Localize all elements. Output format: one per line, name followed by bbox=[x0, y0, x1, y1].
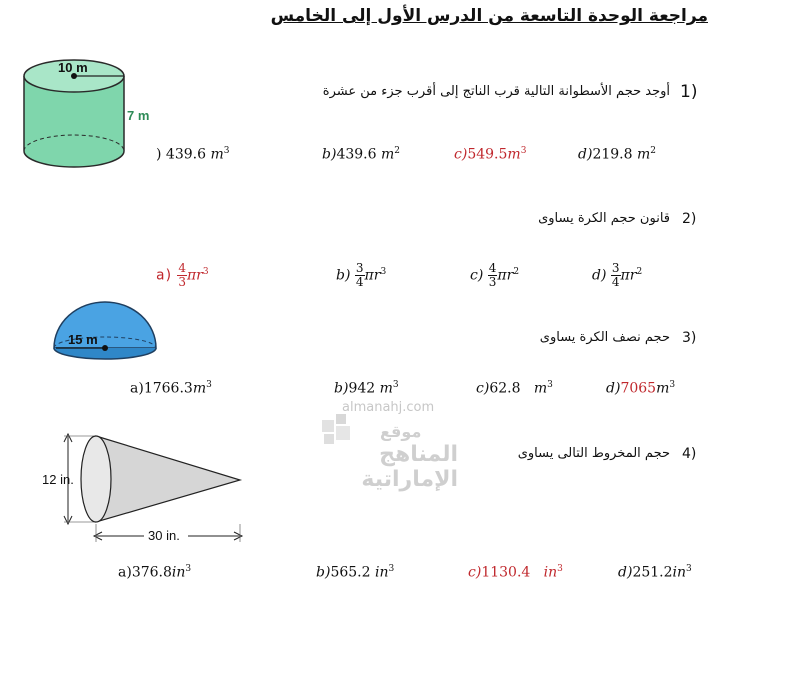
hemisphere-figure bbox=[50, 300, 160, 370]
option-letter: c) bbox=[476, 380, 490, 397]
cone-diameter-label: 12 in. bbox=[42, 472, 74, 487]
option-exponent: 3 bbox=[388, 564, 395, 574]
option-exponent: 3 bbox=[223, 146, 230, 156]
question-1-number: 1) bbox=[680, 82, 698, 102]
option-exponent: 3 bbox=[380, 266, 387, 277]
watermark-url: almanahj.com bbox=[342, 400, 435, 415]
option-unit: in bbox=[374, 564, 389, 581]
option-letter: b) bbox=[334, 380, 349, 397]
option-value: 439.6 bbox=[336, 146, 377, 163]
option-unit: m bbox=[636, 146, 651, 163]
q1-option-a bbox=[156, 146, 229, 163]
option-letter: ) bbox=[156, 146, 162, 163]
q4-option-a bbox=[118, 564, 191, 581]
option-unit: in bbox=[171, 564, 186, 581]
option-value: 439.6 bbox=[165, 146, 207, 163]
fraction-numerator: 4 bbox=[178, 261, 186, 275]
question-1-text: أوجد حجم الأسطوانة التالية قرب الناتج إلى أقرب جزء من عشرة bbox=[322, 84, 670, 99]
option-exponent: 3 bbox=[669, 380, 676, 390]
cone-figure bbox=[40, 428, 260, 548]
option-letter: d) bbox=[578, 146, 593, 163]
option-exponent: 2 bbox=[513, 266, 520, 277]
q4-option-c bbox=[468, 564, 563, 581]
option-letter: d) bbox=[606, 380, 621, 397]
q4-option-b bbox=[316, 564, 394, 581]
q3-option-d bbox=[606, 380, 675, 397]
option-value: 565.2 bbox=[330, 564, 371, 581]
option-value: 62.8 bbox=[489, 380, 521, 397]
option-expression: πr bbox=[620, 267, 637, 284]
option-letter: d) bbox=[592, 267, 607, 284]
option-exponent: 3 bbox=[686, 564, 692, 574]
q3-option-c bbox=[476, 380, 553, 397]
q2-option-b bbox=[336, 262, 386, 289]
option-letter: a) bbox=[130, 380, 144, 397]
option-exponent: 3 bbox=[392, 380, 399, 390]
option-value: 219.8 bbox=[592, 146, 633, 163]
question-3-text: حجم نصف الكرة يساوى bbox=[539, 330, 670, 345]
option-unit: m bbox=[379, 380, 393, 397]
question-2-text: قانون حجم الكرة يساوى bbox=[538, 211, 670, 226]
option-exponent: 3 bbox=[206, 380, 212, 390]
cylinder-radius-label: 10 m bbox=[58, 60, 88, 75]
option-value: 549.5 bbox=[467, 146, 508, 163]
hemisphere-radius-label: 15 m bbox=[68, 332, 98, 347]
option-unit: m bbox=[380, 146, 395, 163]
question-4-text: حجم المخروط التالى يساوى bbox=[517, 446, 670, 461]
question-2-number: 2) bbox=[682, 211, 697, 227]
option-letter: d) bbox=[618, 564, 633, 581]
cylinder-height-label: 7 m bbox=[127, 108, 150, 123]
option-letter: a) bbox=[156, 267, 173, 284]
q4-option-d bbox=[618, 564, 692, 581]
option-exponent: 3 bbox=[202, 266, 209, 277]
option-unit: m bbox=[533, 380, 548, 397]
option-exponent: 2 bbox=[636, 266, 643, 277]
fraction-denominator: 3 bbox=[178, 275, 186, 289]
option-expression: πr bbox=[186, 267, 203, 284]
question-3-number: 3) bbox=[682, 330, 697, 346]
option-expression: πr bbox=[497, 267, 514, 284]
fraction-numerator: 3 bbox=[611, 261, 620, 275]
option-unit: in bbox=[543, 564, 558, 581]
cylinder-figure bbox=[14, 56, 164, 178]
question-4-number: 4) bbox=[682, 446, 697, 462]
fraction-denominator: 4 bbox=[611, 275, 620, 289]
option-letter: b) bbox=[316, 564, 331, 581]
option-letter: b) bbox=[322, 146, 337, 163]
page-title: مراجعة الوحدة التاسعة من الدرس الأول إلى الخامس bbox=[270, 6, 708, 26]
option-value: 7065 bbox=[620, 380, 657, 397]
q2-option-a bbox=[156, 262, 209, 289]
option-exponent: 3 bbox=[547, 380, 553, 390]
option-value: 376.8 bbox=[131, 564, 172, 581]
option-value: 1130.4 bbox=[481, 564, 531, 581]
option-exponent: 3 bbox=[185, 564, 192, 574]
option-unit: m bbox=[656, 380, 670, 397]
option-exponent: 3 bbox=[520, 146, 527, 156]
option-exponent: 2 bbox=[650, 146, 656, 156]
option-unit: in bbox=[672, 564, 687, 581]
option-unit: m bbox=[210, 146, 224, 163]
fraction-numerator: 4 bbox=[488, 261, 497, 275]
q1-option-c bbox=[454, 146, 526, 163]
q3-option-a bbox=[130, 380, 212, 397]
option-exponent: 2 bbox=[394, 146, 400, 156]
option-exponent: 3 bbox=[557, 564, 563, 574]
q2-option-d bbox=[592, 262, 642, 289]
option-value: 251.2 bbox=[632, 564, 673, 581]
option-value: 942 bbox=[348, 380, 376, 397]
q1-option-b bbox=[322, 146, 400, 163]
watermark bbox=[318, 400, 458, 492]
q1-option-d bbox=[578, 146, 656, 163]
fraction-numerator: 3 bbox=[355, 261, 364, 275]
cone-length-label: 30 in. bbox=[148, 528, 180, 543]
fraction-denominator: 4 bbox=[355, 275, 364, 289]
watermark-site-line2: المناهج الإماراتية bbox=[361, 442, 458, 492]
fraction-denominator: 3 bbox=[488, 275, 497, 289]
option-letter: a) bbox=[118, 564, 132, 581]
option-expression: πr bbox=[364, 267, 381, 284]
option-letter: c) bbox=[470, 267, 484, 284]
watermark-site-line1: موقع bbox=[380, 422, 422, 441]
option-letter: c) bbox=[468, 564, 482, 581]
option-unit: m bbox=[507, 146, 521, 163]
q2-option-c bbox=[470, 262, 519, 289]
option-letter: c) bbox=[454, 146, 468, 163]
q3-option-b bbox=[334, 380, 399, 397]
option-value: 1766.3 bbox=[143, 380, 193, 397]
option-letter: b) bbox=[336, 267, 351, 284]
option-unit: m bbox=[192, 380, 207, 397]
